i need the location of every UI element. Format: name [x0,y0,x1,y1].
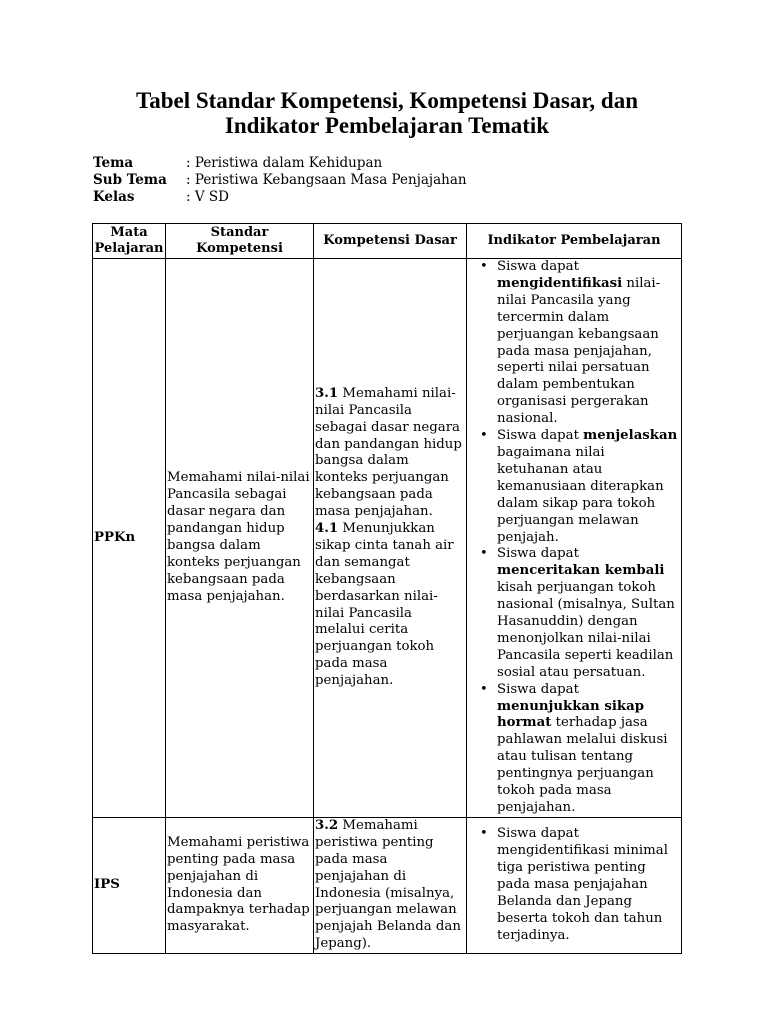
competency-table [92,223,682,954]
sk-cell: Memahami peristiwa penting pada masa penjajahan di Indonesia dan dampaknya terhadap masyarakat. [166,817,314,953]
indicator-text: Siswa dapat [497,681,579,697]
indicator-cell [467,817,682,953]
indicator-item [468,682,678,817]
meta-row-kelas [93,189,467,206]
title-line-1: Tabel Standar Kompetensi, Kompetensi Dasar, dan [135,88,639,113]
kd-item [315,386,465,521]
kd-text: Memahami nilai-nilai Pancasila sebagai dasar negara dan pandangan hidup bangsa dalam konteks perjuangan kebangsaan pada masa penjajahan. [315,385,462,520]
meta-key: Sub Tema [93,172,167,188]
meta-key: Tema [93,155,134,171]
kd-cell [314,259,467,818]
indicator-list [468,259,680,817]
table-header-row [93,224,682,259]
subject-cell: IPS [93,817,166,953]
indicator-item [468,428,678,546]
document-meta [93,155,467,206]
indicator-item [468,546,678,681]
indicator-text: kisah perjuangan tokoh nasional (misalnya, Sultan Hasanuddin) dengan menonjolkan nilai-nilai Pancasila seperti keadilan sosial atau persatuan. [497,580,675,680]
indicator-keyword: menunjukkan sikap hormat [497,698,645,731]
indicator-text: bagaimana nilai ketuhanan atau kemanusiaan diterapkan dalam sikap para tokoh perjuangan melawan penjajah. [497,444,664,545]
subject-cell: PPKn [93,259,166,818]
header-kompetensi-dasar: Kompetensi Dasar [314,224,467,259]
document-title [92,88,682,138]
header-mata-pelajaran: Mata Pelajaran [93,224,166,259]
table-row-ips [93,817,682,953]
indicator-keyword: menceritakan kembali [497,563,665,579]
meta-value: : Peristiwa dalam Kehidupan [186,155,383,171]
indicator-text: Siswa dapat [497,546,579,562]
table-row-ppkn [93,259,682,818]
meta-key: Kelas [93,189,135,205]
kd-number: 4.1 [315,521,339,537]
indicator-text: Siswa dapat [497,259,579,274]
indicator-text: terhadap jasa pahlawan melalui diskusi atau tulisan tentang pentingnya perjuangan tokoh pada masa penjajahan. [497,715,668,815]
indicator-item [468,826,678,944]
meta-row-subtema [93,172,467,189]
kd-text: Memahami peristiwa penting pada masa penjajahan di Indonesia (misalnya, perjuangan melawan penjajah Belanda dan Jepang). [315,817,461,952]
meta-row-tema [93,155,467,172]
indicator-text: Siswa dapat [497,428,584,444]
indicator-keyword: mengidentifikasi [497,275,623,291]
indicator-list [468,826,680,944]
indicator-item [468,259,678,428]
kd-number: 3.2 [315,817,339,833]
indicator-keyword: menjelaskan [583,428,678,444]
meta-value: : Peristiwa Kebangsaan Masa Penjajahan [186,172,467,188]
kd-cell [314,817,467,953]
kd-item [315,521,465,690]
kd-number: 3.1 [315,385,339,401]
indicator-text: nilai-nilai Pancasila yang tercermin dalam perjuangan kebangsaan pada masa penjajahan, seperti nilai persatuan dalam pembentukan organisasi pergerakan nasional. [497,275,661,427]
header-indikator: Indikator Pembelajaran [467,224,682,259]
kd-text: Menunjukkan sikap cinta tanah air dan semangat kebangsaan berdasarkan nilai-nilai Pancasila melalui cerita perjuangan tokoh pada masa penjajahan. [315,521,454,689]
indicator-cell [467,259,682,818]
header-standar-kompetensi: Standar Kompetensi [166,224,314,259]
sk-cell: Memahami nilai-nilai Pancasila sebagai dasar negara dan pandangan hidup bangsa dalam konteks perjuangan kebangsaan pada masa penjajahan. [166,259,314,818]
indicator-text: Siswa dapat mengidentifikasi minimal tiga peristiwa penting pada masa penjajahan Belanda dan Jepang beserta tokoh dan tahun terjadinya. [497,826,668,943]
kd-item [315,818,465,953]
meta-value: : V SD [186,189,229,205]
title-line-2: Indikator Pembelajaran Tematik [224,113,550,138]
